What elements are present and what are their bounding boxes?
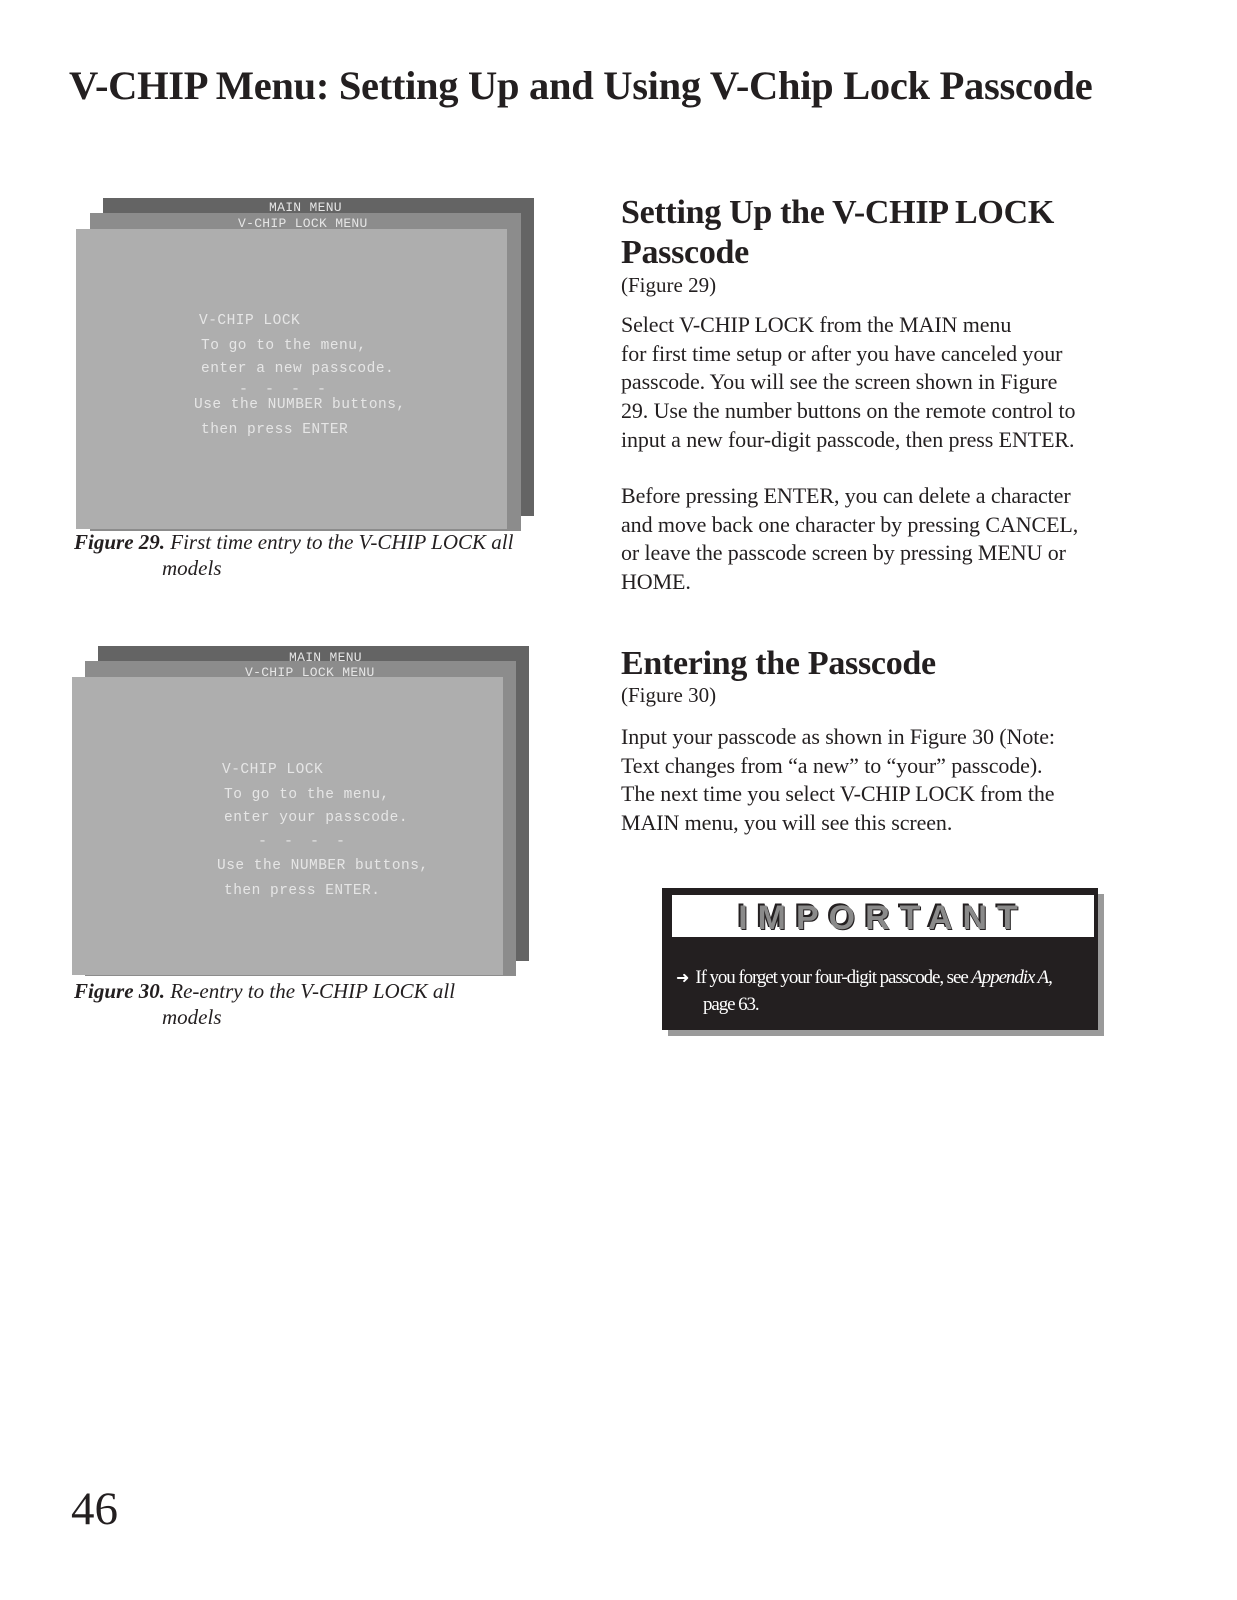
figure-30-caption-text-2: models [162, 1005, 222, 1029]
figure-29 [76, 198, 546, 538]
page-number: 46 [71, 1483, 118, 1535]
setup-p2-line: and move back one character by pressing CANCEL, [621, 511, 1079, 537]
entering-figure-ref: (Figure 30) [621, 683, 717, 707]
important-panel [662, 888, 1098, 1030]
setup-p1-line: passcode. You will see the screen shown in Figure [621, 369, 1058, 395]
tv-submenu-title: V-CHIP LOCK MENU [238, 216, 368, 231]
setup-heading-line-2: Passcode [621, 234, 749, 271]
tv-line-press-enter: then press ENTER. [224, 883, 381, 899]
tv-submenu-title: V-CHIP LOCK MENU [245, 665, 375, 680]
setup-heading-line-1: Setting Up the V-CHIP LOCK [621, 194, 1054, 231]
tv-line-passcode-prompt: enter your passcode. [224, 810, 409, 826]
figure-29-caption-text: First time entry to the V-CHIP LOCK all [170, 530, 514, 554]
setup-p2-line: or leave the passcode screen by pressing MENU or [621, 540, 1066, 566]
figure-29-caption [74, 529, 513, 581]
important-text-after: , [1048, 967, 1052, 988]
tv-line-number-buttons: Use the NUMBER buttons, [217, 858, 429, 874]
appendix-reference: Appendix A [971, 967, 1049, 988]
setup-paragraph-2 [621, 482, 1131, 597]
tv-main-menu-title: MAIN MENU [269, 200, 342, 215]
tv-line-passcode-prompt: enter a new passcode. [201, 361, 395, 377]
tv-line-press-enter: then press ENTER [201, 422, 349, 438]
setup-p2-line: Before pressing ENTER, you can delete a character [621, 483, 1071, 508]
setup-figure-ref: (Figure 29) [621, 273, 717, 297]
tv-line-instruction: To go to the menu, [201, 338, 367, 354]
page-title: V-CHIP Menu: Setting Up and Using V-Chip Lock Passcode [69, 63, 1093, 108]
figure-30-caption-text: Re-entry to the V-CHIP LOCK all [170, 979, 456, 1003]
important-title: IMPORTANT [738, 899, 1028, 937]
entering-heading: Entering the Passcode [621, 645, 936, 682]
tv-screen [72, 677, 503, 975]
important-text [676, 964, 1094, 1018]
setup-p1-line: Select V-CHIP LOCK from the MAIN menu [621, 312, 1012, 337]
entering-line: Text changes from “a new” to “your” passcode). [621, 752, 1043, 778]
tv-main-menu-title: MAIN MENU [289, 650, 362, 665]
important-notice [662, 888, 1104, 1036]
tv-line-instruction: To go to the menu, [224, 787, 390, 803]
entering-line: MAIN menu, you will see this screen. [621, 810, 953, 836]
tv-line-number-buttons: Use the NUMBER buttons, [194, 397, 406, 413]
figure-30-label: Figure 30. [74, 979, 166, 1003]
setup-p1-line: 29. Use the number buttons on the remote control to [621, 398, 1076, 424]
setup-p1-line: for first time setup or after you have canceled your [621, 340, 1063, 366]
important-text-before: If you forget your four-digit passcode, see [695, 967, 972, 988]
figure-29-label: Figure 29. [74, 530, 166, 554]
important-text-line-2: page 63. [703, 994, 759, 1015]
figure-30 [72, 646, 542, 986]
setup-p2-line: HOME. [621, 569, 691, 595]
tv-passcode-dashes: - - - - [239, 381, 331, 398]
entering-line: The next time you select V-CHIP LOCK from the [621, 781, 1055, 807]
figure-29-caption-text-2: models [162, 556, 222, 580]
setup-paragraph-1 [621, 311, 1131, 455]
tv-passcode-dashes: - - - - [258, 833, 350, 850]
setup-p1-line: input a new four-digit passcode, then press ENTER. [621, 426, 1075, 452]
tv-line-lock: V-CHIP LOCK [199, 313, 301, 329]
figure-30-caption [74, 978, 455, 1030]
tv-line-lock: V-CHIP LOCK [222, 762, 324, 778]
right-arrow-icon: ➜ [676, 968, 690, 987]
entering-paragraph [621, 723, 1131, 838]
tv-screen [76, 229, 507, 529]
important-header [672, 895, 1094, 937]
entering-line: Input your passcode as shown in Figure 30 (Note: [621, 724, 1055, 749]
setup-heading [621, 193, 1054, 273]
